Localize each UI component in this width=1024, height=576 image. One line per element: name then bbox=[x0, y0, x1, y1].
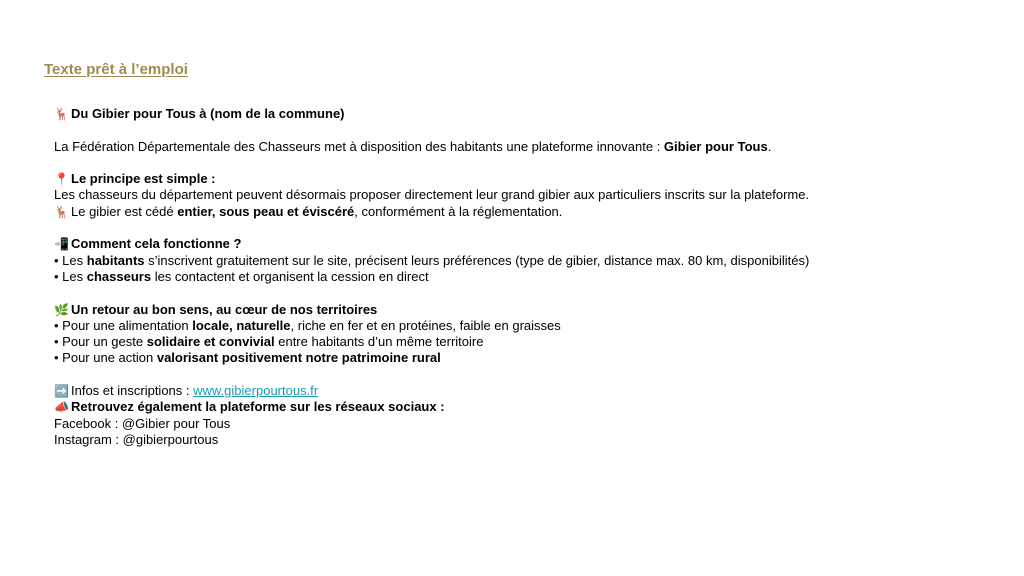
how-heading-line bbox=[54, 236, 994, 252]
principle-line-1: Les chasseurs du département peuvent désormais proposer directement leur grand gibier aux particuliers inscrits sur la plateforme. bbox=[54, 187, 810, 203]
intro-text: La Fédération Départementale des Chasseurs met à disposition des habitants une plateforme innovante : bbox=[54, 138, 664, 154]
values-heading: Un retour au bon sens, au cœur de nos territoires bbox=[71, 301, 378, 317]
social-heading: Retrouvez également la plateforme sur les réseaux sociaux : bbox=[71, 399, 445, 415]
arrow-right-icon: ➡️ bbox=[54, 384, 69, 399]
website-link[interactable]: www.gibierpourtous.fr bbox=[193, 383, 319, 399]
megaphone-icon: 📣 bbox=[54, 400, 69, 415]
instagram-line: Instagram : @gibierpourtous bbox=[54, 431, 219, 447]
document-body bbox=[54, 106, 994, 448]
how-item-1-pre: • Les bbox=[54, 252, 87, 268]
how-item-1 bbox=[54, 253, 994, 269]
values-item-2-post: entre habitants d’un même territoire bbox=[274, 334, 484, 350]
values-item-1-bold: locale, naturelle bbox=[192, 317, 291, 333]
social-heading-line bbox=[54, 399, 994, 415]
how-item-2 bbox=[54, 269, 994, 285]
deer-icon: 🦌 bbox=[54, 107, 69, 121]
values-item-3 bbox=[54, 350, 994, 366]
document-title: Du Gibier pour Tous à (nom de la commune) bbox=[71, 106, 345, 121]
principle-line-2-post: , conformément à la réglementation. bbox=[354, 203, 563, 219]
principle-heading: Le principe est simple : bbox=[71, 171, 216, 187]
mobile-icon: 📲 bbox=[54, 237, 69, 252]
how-item-1-bold: habitants bbox=[86, 252, 145, 268]
values-item-2-bold: solidaire et convivial bbox=[146, 334, 275, 350]
intro-paragraph bbox=[54, 139, 994, 155]
intro-bold: Gibier pour Tous bbox=[663, 138, 768, 154]
how-item-2-post: les contactent et organisent la cession en direct bbox=[151, 268, 429, 284]
values-item-1-pre: • Pour une alimentation bbox=[54, 317, 193, 333]
values-item-1-post: , riche en fer et en protéines, faible en graisses bbox=[290, 317, 561, 333]
values-item-3-pre: • Pour une action bbox=[54, 350, 157, 366]
pin-icon: 📍 bbox=[54, 172, 69, 187]
values-item-3-bold: valorisant positivement notre patrimoine rural bbox=[156, 350, 441, 366]
how-item-2-pre: • Les bbox=[54, 268, 87, 284]
values-heading-line bbox=[54, 302, 994, 318]
values-item-1 bbox=[54, 318, 994, 334]
how-heading: Comment cela fonctionne ? bbox=[71, 236, 242, 252]
intro-end: . bbox=[767, 138, 772, 154]
info-line bbox=[54, 383, 994, 399]
principle-heading-line bbox=[54, 171, 994, 187]
how-item-1-post: s’inscrivent gratuitement sur le site, précisent leurs préférences (type de gibier, distance max. 80 km, disponibilités) bbox=[144, 252, 810, 268]
facebook-line: Facebook : @Gibier pour Tous bbox=[54, 415, 231, 431]
deer-icon: 🦌 bbox=[54, 204, 69, 219]
values-item-2 bbox=[54, 334, 994, 350]
values-item-2-pre: • Pour un geste bbox=[54, 334, 147, 350]
leaf-icon: 🌿 bbox=[54, 302, 69, 317]
title-line bbox=[54, 106, 994, 122]
info-label: Infos et inscriptions : bbox=[71, 383, 194, 399]
section-heading: Texte prêt à l’emploi bbox=[44, 61, 188, 78]
how-item-2-bold: chasseurs bbox=[86, 268, 152, 284]
principle-line-2-pre: Le gibier est cédé bbox=[71, 203, 178, 219]
principle-line-2 bbox=[54, 204, 994, 220]
principle-line-2-bold: entier, sous peau et éviscéré bbox=[177, 203, 355, 219]
